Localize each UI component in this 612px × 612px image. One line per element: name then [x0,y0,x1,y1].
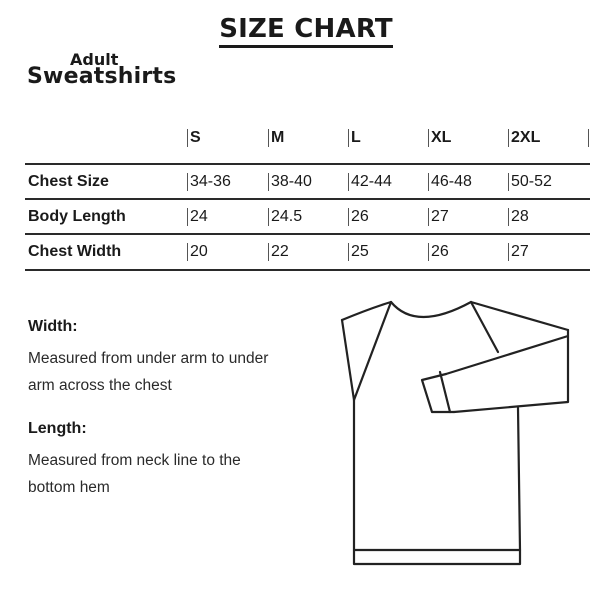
sleeve-top-edge [446,330,568,374]
neckline [391,302,471,317]
table-cell: 27 [428,208,449,226]
table-rule [25,269,590,271]
table-cell: 42-44 [348,173,392,191]
cuff-seam [440,372,450,412]
length-description-line: Measured from neck line to the [28,452,241,469]
product-name-label: Sweatshirts [27,64,177,89]
table-cell: 26 [348,208,369,226]
size-header-m: M [268,129,284,147]
size-header-2xl: 2XL [508,129,540,147]
table-cell: 20 [187,243,208,261]
width-heading: Width: [28,318,78,335]
row-label-chest-width: Chest Width [28,243,122,260]
row-label-chest-size: Chest Size [28,173,109,190]
left-raglan-seam [354,302,391,400]
table-cell: 25 [348,243,369,261]
length-heading: Length: [28,420,87,437]
length-description-line: bottom hem [28,479,110,496]
right-shoulder-line [471,302,568,330]
table-cell: 27 [508,243,529,261]
table-cell: 24 [187,208,208,226]
table-cell: 28 [508,208,529,226]
page-title [0,14,612,44]
table-cell: 50-52 [508,173,552,191]
table-row [25,199,595,234]
table-cell: 24.5 [268,208,302,226]
page-title-text: SIZE CHART [219,14,393,48]
width-description-line: arm across the chest [28,377,172,394]
table-cell: 26 [428,243,449,261]
left-body-side [342,320,354,550]
right-body-side [518,408,520,550]
table-cell: 34-36 [187,173,231,191]
table-row [25,234,595,269]
left-shoulder-line [342,302,391,320]
table-edge-tick [588,129,589,147]
sweatshirt-icon [336,292,576,572]
size-header-row [25,120,595,155]
bottom-hem [354,550,520,564]
size-header-xl: XL [428,129,451,147]
size-header-s: S [187,129,201,147]
row-label-body-length: Body Length [28,208,126,225]
sleeve-bottom-edge [454,336,568,412]
table-cell: 46-48 [428,173,472,191]
size-table [25,120,595,272]
table-row [25,164,595,199]
size-header-l: L [348,129,361,147]
table-cell: 22 [268,243,289,261]
product-category-label: Adult [70,50,119,69]
table-cell: 38-40 [268,173,312,191]
width-description-line: Measured from under arm to under [28,350,269,367]
